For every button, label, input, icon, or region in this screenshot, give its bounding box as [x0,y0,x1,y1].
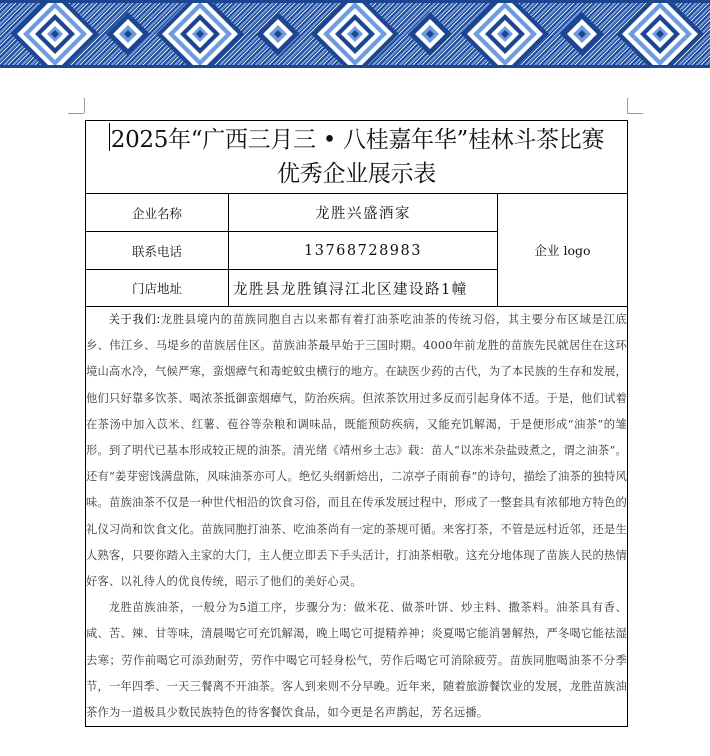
crop-mark [84,98,85,113]
company-name-label: 企业名称 [86,194,229,232]
company-logo-placeholder[interactable]: 企业 logo [498,194,628,307]
crop-mark [627,113,643,114]
about-paragraph-2: 龙胜苗族油茶，一般分为5道工序，步骤分为：做米花、做茶叶饼、炒主料、撒茶料。油茶具有香、咸、苦、辣、甘等味，清晨喝它可充饥解渴，晚上喝它可提精养神；炎夏喝它能消暑解热，严冬喝它能祛湿去寒；劳作前喝它可添劲耐劳，劳作中喝它可轻身松气，劳作后喝它可消除疲劳。苗族同胞喝油茶不分季节，一年四季、一天三餐离不开油茶。客人到来则不分早晚。近年来，随着旅游餐饮业的发展，龙胜苗族油茶作为一道极具少数民族特色的待客餐饮食品，如今更是名声鹊起，芳名远播。 [86,601,627,720]
about-paragraph-1 [86,307,627,595]
text-cursor [109,123,110,151]
decorative-pattern-banner [0,0,710,68]
title-line-1 [86,123,627,157]
about-paragraph-1-text: 龙胜县境内的苗族同胞自古以来都有着打油茶吃油茶的传统习俗，其主要分布区域是江底乡、伟江乡、马堤乡的苗族居住区。苗族油茶最早始于三国时期。4000年前龙胜的苗族先民就居住在这环境山高水冷，气候严寒，蛮烟瘴气和毒蛇蚊虫横行的地方。在缺医少药的古代，为了本民族的生存和发展，他们只好靠多饮茶、喝浓茶抵御蛮烟瘴气，防治疾病。但浓茶饮用过多反而引起身体不适。于是，他们试着在茶汤中加入苡米、红薯、苞谷等杂粮和调味品，既能预防疾病，又能充饥解渴，于是便形成“油茶”的雏形。到了明代已基本形成较正规的油茶。清光绪《靖州乡土志》载：苗人“以冻米杂盐豉煮之，谓之油茶”。还有“姜芽密饯满盘陈，风味油茶亦可人。绝忆头纲新焙出，二凉亭子雨前春”的诗句，描绘了油茶的独特风味。苗族油茶不仅是一种世代相沿的饮食习俗，而且在传承发展过程中，形成了一整套具有浓郁地方特色的礼仪习尚和饮食文化。苗族同胞打油茶、吃油茶尚有一定的茶规可循。来客打茶，不管是远村近邻，还是生人熟客，只要你踏入主家的大门，主人便立即丢下手头活计，打油茶相敬。这充分地体现了苗族人民的热情好客、以礼待人的优良传统，昭示了他们的美好心灵。 [86,313,627,589]
about-us-section[interactable] [86,307,628,727]
about-heading: 关于我们: [108,313,161,326]
enterprise-info-table [85,120,628,727]
title-line-1-text: 2025年“广西三月三 • 八桂嘉年华”桂林斗茶比赛 [110,127,605,153]
document-title[interactable] [86,121,628,194]
title-line-2: 优秀企业展示表 [277,161,436,187]
crop-mark [627,98,628,113]
phone-label: 联系电话 [86,232,229,270]
address-value[interactable]: 龙胜县龙胜镇浔江北区建设路1幢 [229,270,498,307]
crop-mark [68,113,84,114]
company-name-value[interactable]: 龙胜兴盛酒家 [229,194,498,232]
address-label: 门店地址 [86,270,229,307]
phone-value[interactable]: 13768728983 [229,232,498,270]
